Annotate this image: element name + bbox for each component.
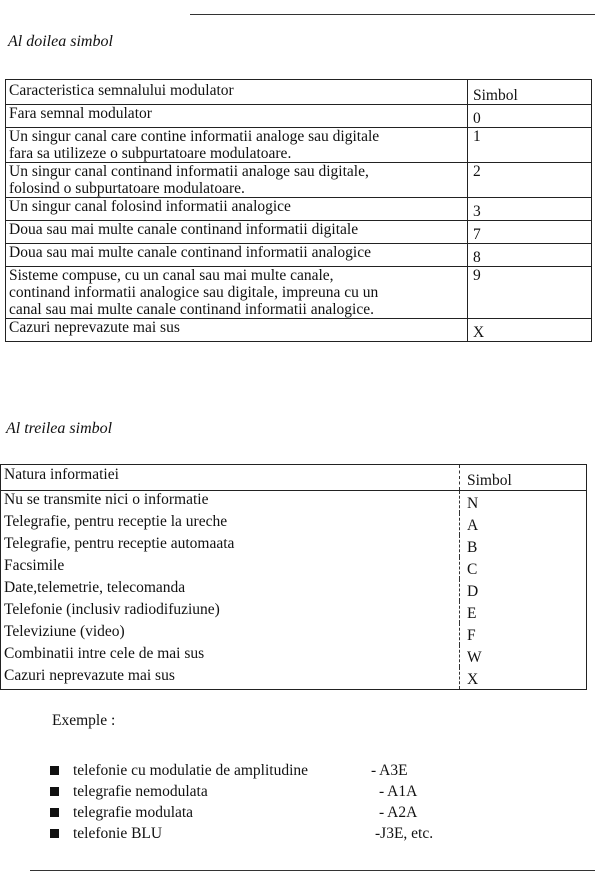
table-row bbox=[6, 105, 592, 128]
table-row bbox=[1, 601, 587, 623]
characteristic-cell bbox=[6, 221, 468, 244]
symbol-cell: F bbox=[460, 623, 587, 645]
symbol-cell: N bbox=[460, 491, 587, 514]
example-item bbox=[50, 823, 433, 844]
table-row bbox=[6, 198, 592, 221]
information-type-cell: Combinatii intre cele de mai sus bbox=[4, 645, 205, 662]
table-row bbox=[6, 221, 592, 244]
characteristic-text: Un singur canal folosind informatii analogice bbox=[9, 198, 291, 215]
table-row bbox=[1, 623, 587, 645]
table-row bbox=[6, 319, 592, 342]
table-row bbox=[1, 557, 587, 579]
third-symbol-table bbox=[0, 464, 587, 690]
symbol-cell: B bbox=[460, 535, 587, 557]
table-row bbox=[6, 128, 592, 163]
second-symbol-table bbox=[5, 79, 592, 342]
information-type-cell: Cazuri neprevazute mai sus bbox=[4, 667, 175, 684]
section-title-second-symbol: Al doilea simbol bbox=[8, 33, 113, 50]
characteristic-text: Un singur canal care contine informatii analoge sau digitale bbox=[9, 128, 380, 145]
characteristic-cell bbox=[6, 319, 468, 342]
example-description: telegrafie modulata bbox=[73, 804, 194, 821]
table-header-row bbox=[6, 80, 592, 105]
examples-title: Exemple : bbox=[52, 712, 116, 729]
examples-list bbox=[50, 760, 433, 844]
column-header-symbol: Simbol bbox=[468, 80, 592, 105]
characteristic-text: fara sa utilizeze o subpurtatoare modulatoare. bbox=[9, 145, 292, 162]
section-title-third-symbol: Al treilea simbol bbox=[6, 420, 113, 437]
symbol-cell: C bbox=[460, 557, 587, 579]
information-type-cell: Date,telemetrie, telecomanda bbox=[4, 579, 186, 596]
table-header-row bbox=[1, 465, 587, 491]
symbol-cell: 2 bbox=[468, 163, 592, 198]
characteristic-text: Un singur canal continand informatii analoge sau digitale, bbox=[9, 163, 369, 180]
information-type-cell: Telegrafie, pentru receptie automaata bbox=[4, 535, 235, 552]
table-row bbox=[6, 163, 592, 198]
bottom-rule bbox=[30, 870, 595, 871]
symbol-cell: 1 bbox=[468, 128, 592, 163]
example-description: telegrafie nemodulata bbox=[73, 783, 208, 800]
example-description: telefonie BLU bbox=[73, 825, 163, 842]
table-row bbox=[1, 645, 587, 667]
symbol-cell: 3 bbox=[468, 198, 592, 221]
information-type-cell: Facsimile bbox=[4, 557, 65, 574]
characteristic-text: Cazuri neprevazute mai sus bbox=[9, 319, 180, 336]
information-type-cell: Nu se transmite nici o informatie bbox=[4, 491, 209, 508]
example-item bbox=[50, 760, 433, 781]
characteristic-cell bbox=[6, 267, 468, 319]
column-header-symbol: Simbol bbox=[460, 465, 587, 491]
symbol-cell: A bbox=[460, 513, 587, 535]
column-header-characteristic: Caracteristica semnalului modulator bbox=[6, 80, 468, 105]
table-row bbox=[6, 244, 592, 267]
information-type-cell: Telegrafie, pentru receptie la ureche bbox=[4, 513, 228, 530]
table-row bbox=[1, 535, 587, 557]
example-code: - A2A bbox=[379, 804, 418, 821]
square-bullet-icon bbox=[50, 766, 59, 775]
symbol-cell: 7 bbox=[468, 221, 592, 244]
characteristic-text: folosind o subpurtatoare modulatoare. bbox=[9, 180, 245, 197]
table-row bbox=[1, 491, 587, 514]
table-row bbox=[1, 667, 587, 690]
square-bullet-icon bbox=[50, 787, 59, 796]
example-code: - A1A bbox=[379, 783, 418, 800]
characteristic-cell bbox=[6, 163, 468, 198]
characteristic-cell bbox=[6, 244, 468, 267]
table-row bbox=[1, 579, 587, 601]
example-item bbox=[50, 802, 433, 823]
characteristic-text: canal sau mai multe canale continand informatii analogice. bbox=[9, 301, 374, 318]
symbol-cell: X bbox=[468, 319, 592, 342]
symbol-cell: W bbox=[460, 645, 587, 667]
symbol-cell: D bbox=[460, 579, 587, 601]
symbol-cell: E bbox=[460, 601, 587, 623]
table-row bbox=[1, 513, 587, 535]
characteristic-cell bbox=[6, 128, 468, 163]
example-code: - A3E bbox=[371, 762, 408, 779]
table-row bbox=[6, 267, 592, 319]
example-item bbox=[50, 781, 433, 802]
characteristic-text: Sisteme compuse, cu un canal sau mai multe canale, bbox=[9, 267, 334, 284]
square-bullet-icon bbox=[50, 808, 59, 817]
top-rule bbox=[190, 14, 595, 15]
information-type-cell: Televiziune (video) bbox=[4, 623, 125, 640]
column-header-information-type: Natura informatiei bbox=[1, 465, 460, 491]
example-description: telefonie cu modulatie de amplitudine bbox=[73, 762, 309, 779]
symbol-cell: 0 bbox=[468, 105, 592, 128]
symbol-cell: 9 bbox=[468, 267, 592, 319]
characteristic-cell bbox=[6, 105, 468, 128]
characteristic-text: continand informatii analogice sau digitale, impreuna cu un bbox=[9, 284, 379, 301]
information-type-cell: Telefonie (inclusiv radiodifuziune) bbox=[4, 601, 220, 618]
characteristic-text: Doua sau mai multe canale continand informatii analogice bbox=[9, 244, 371, 261]
characteristic-text: Fara semnal modulator bbox=[9, 105, 152, 122]
square-bullet-icon bbox=[50, 829, 59, 838]
characteristic-text: Doua sau mai multe canale continand informatii digitale bbox=[9, 221, 359, 238]
symbol-cell: X bbox=[460, 667, 587, 690]
example-code: -J3E, etc. bbox=[375, 825, 434, 842]
characteristic-cell bbox=[6, 198, 468, 221]
symbol-cell: 8 bbox=[468, 244, 592, 267]
